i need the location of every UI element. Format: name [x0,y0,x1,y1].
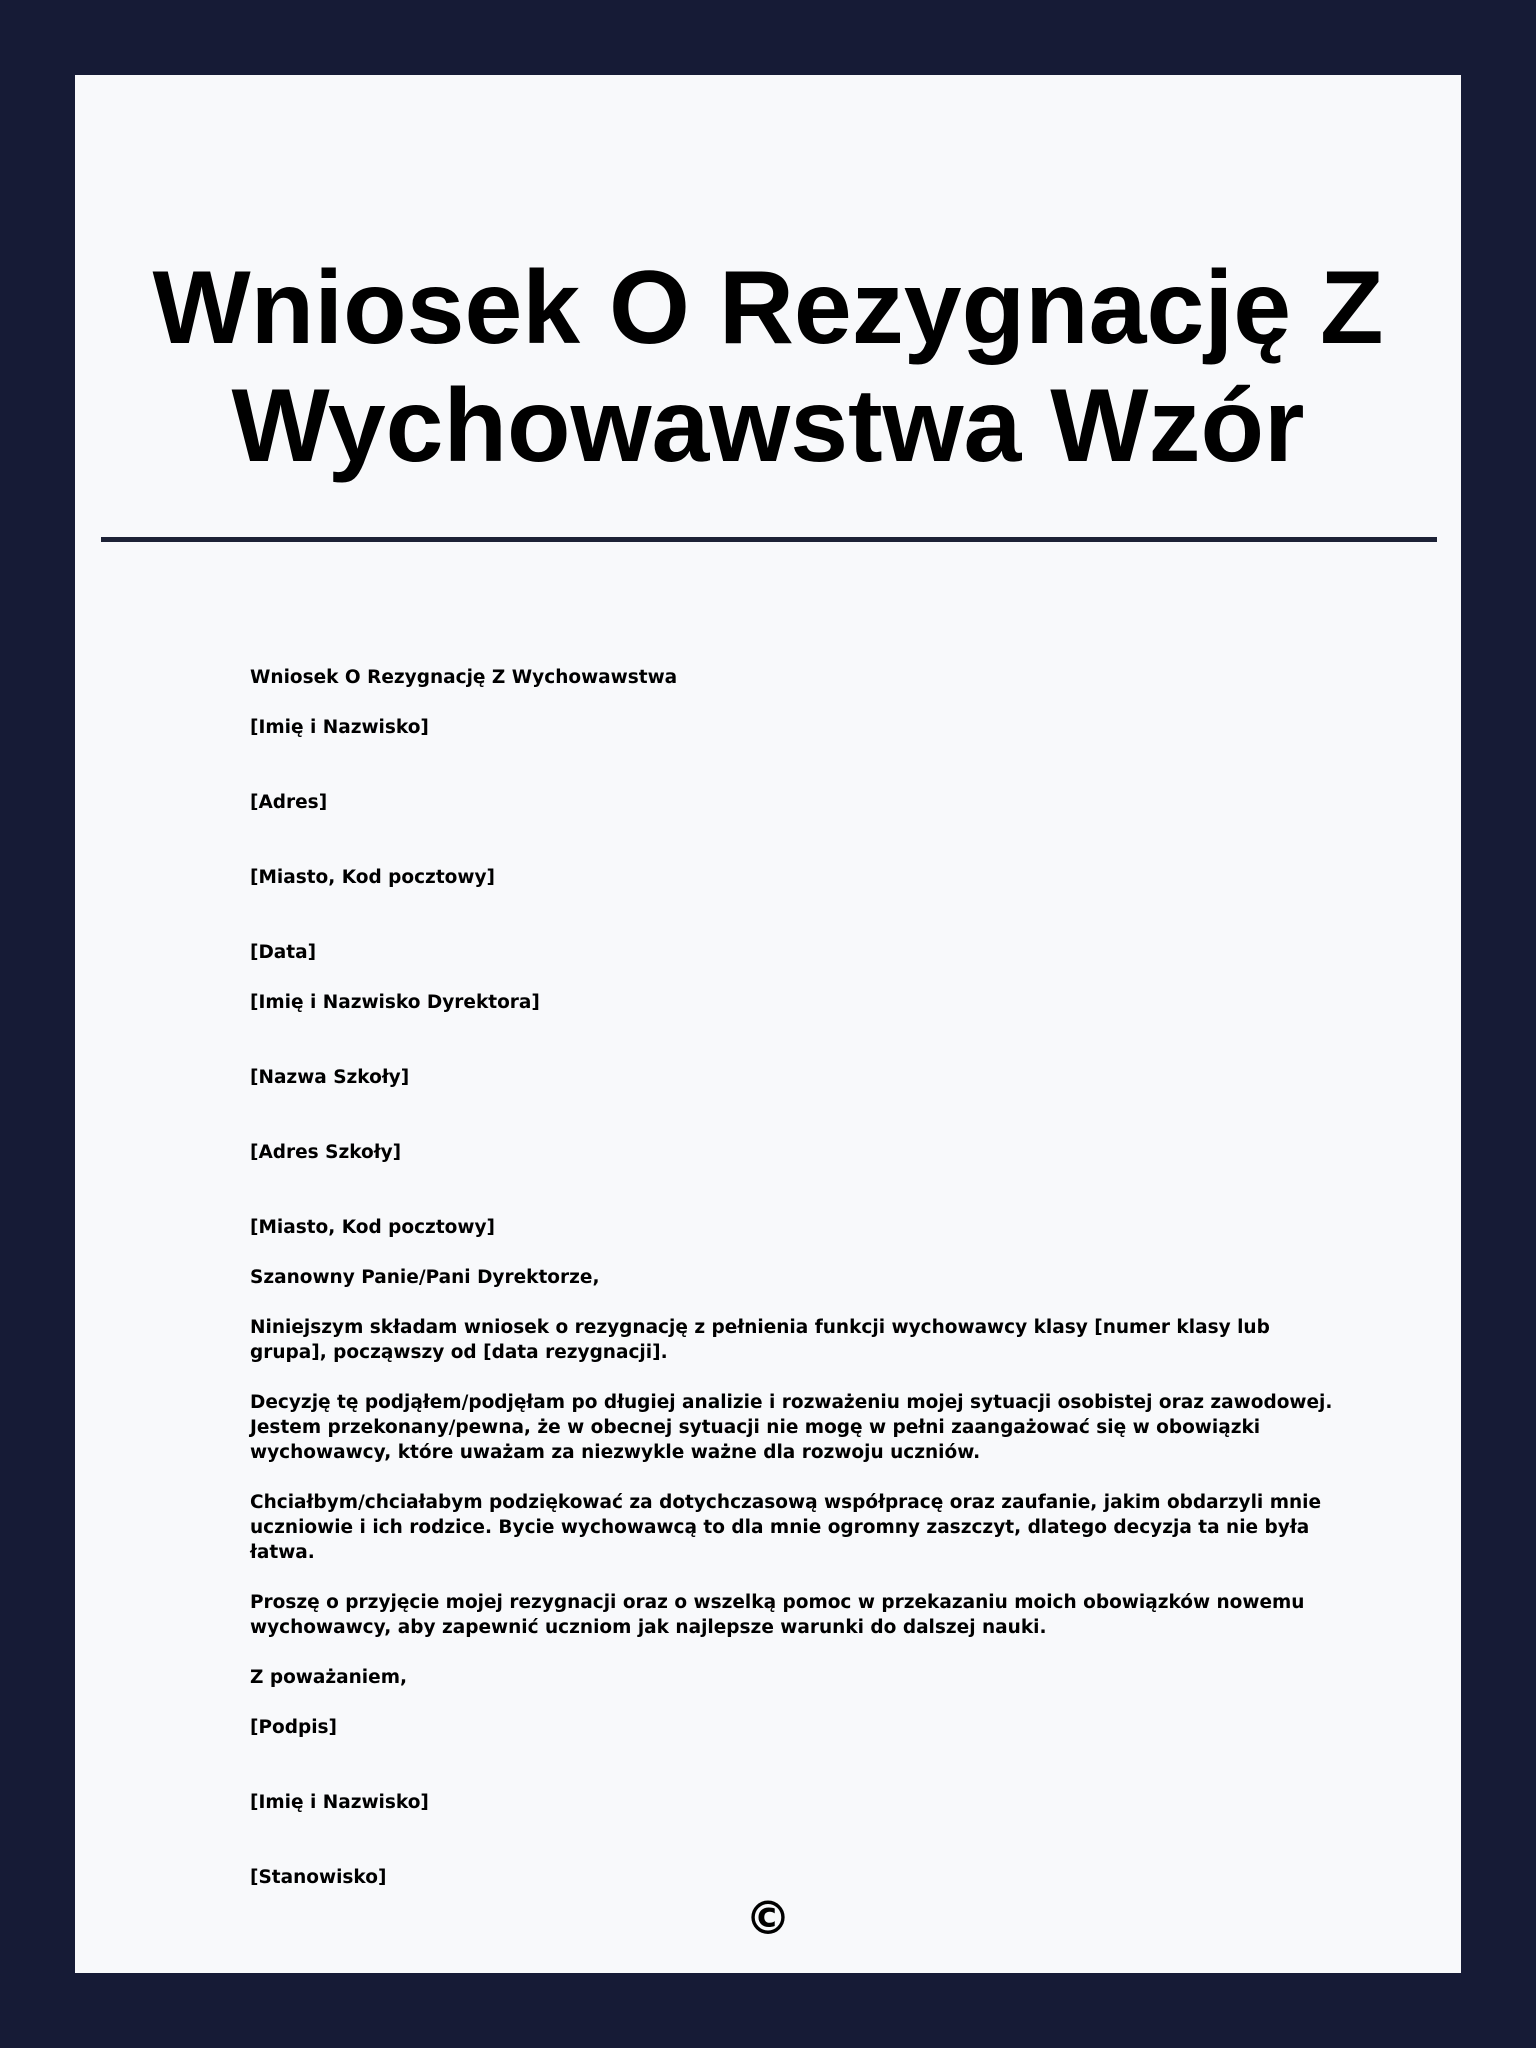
title-divider [101,537,1437,542]
recipient-school: [Nazwa Szkoły] [250,1067,410,1088]
signature-sign: [Podpis] [250,1717,338,1738]
signature-position: [Stanowisko] [250,1867,387,1888]
paragraph-3: Chciałbym/chciałabym podziękować za dotychczasową współpracę oraz zaufanie, jakim obdarzyli mnie uczniowie i ich rodzice. Bycie wychowawcą to dla mnie ogromny zaszczyt, dlatego decyzja ta nie była łatwa. [250,1492,1322,1563]
paragraph-4: Proszę o przyjęcie mojej rezygnacji oraz o wszelką pomoc w przekazaniu moich obowiązków nowemu wychowawcy, aby zapewnić uczniom jak najlepsze warunki do dalszej nauki. [250,1592,1305,1638]
paragraph-2: Decyzję tę podjąłem/podjęłam po długiej analizie i rozważeniu mojej sytuacji osobistej oraz zawodowej. Jestem przekonany/pewna, że w obecnej sytuacji nie mogę w pełni zaangażować się w obowiązki wychowawcy, które uważam za niezwykle ważne dla rozwoju uczniów. [250,1392,1333,1463]
recipient-name: [Imię i Nazwisko Dyrektora] [250,992,540,1013]
letter-body [250,665,1350,1915]
paragraph-1: Niniejszym składam wniosek o rezygnację z pełnienia funkcji wychowawcy klasy [numer klasy lub grupa], począwszy od [data rezygnacji]. [250,1317,1270,1363]
recipient-address: [Adres Szkoły] [250,1142,402,1163]
letter-date: [Data] [250,942,317,963]
sender-name: [Imię i Nazwisko] [250,717,429,738]
closing: Z poważaniem, [250,1667,407,1688]
signature-name: [Imię i Nazwisko] [250,1792,429,1813]
sender-address: [Adres] [250,792,328,813]
letter-heading: Wniosek O Rezygnację Z Wychowawstwa [250,667,678,688]
copyright-icon: © [745,1891,791,1945]
document-page [75,75,1461,1973]
salutation: Szanowny Panie/Pani Dyrektorze, [250,1267,600,1288]
sender-city: [Miasto, Kod pocztowy] [250,867,495,888]
document-title: Wniosek O Rezygnację Z Wychowawstwa Wzór [152,250,1384,484]
recipient-city: [Miasto, Kod pocztowy] [250,1217,495,1238]
